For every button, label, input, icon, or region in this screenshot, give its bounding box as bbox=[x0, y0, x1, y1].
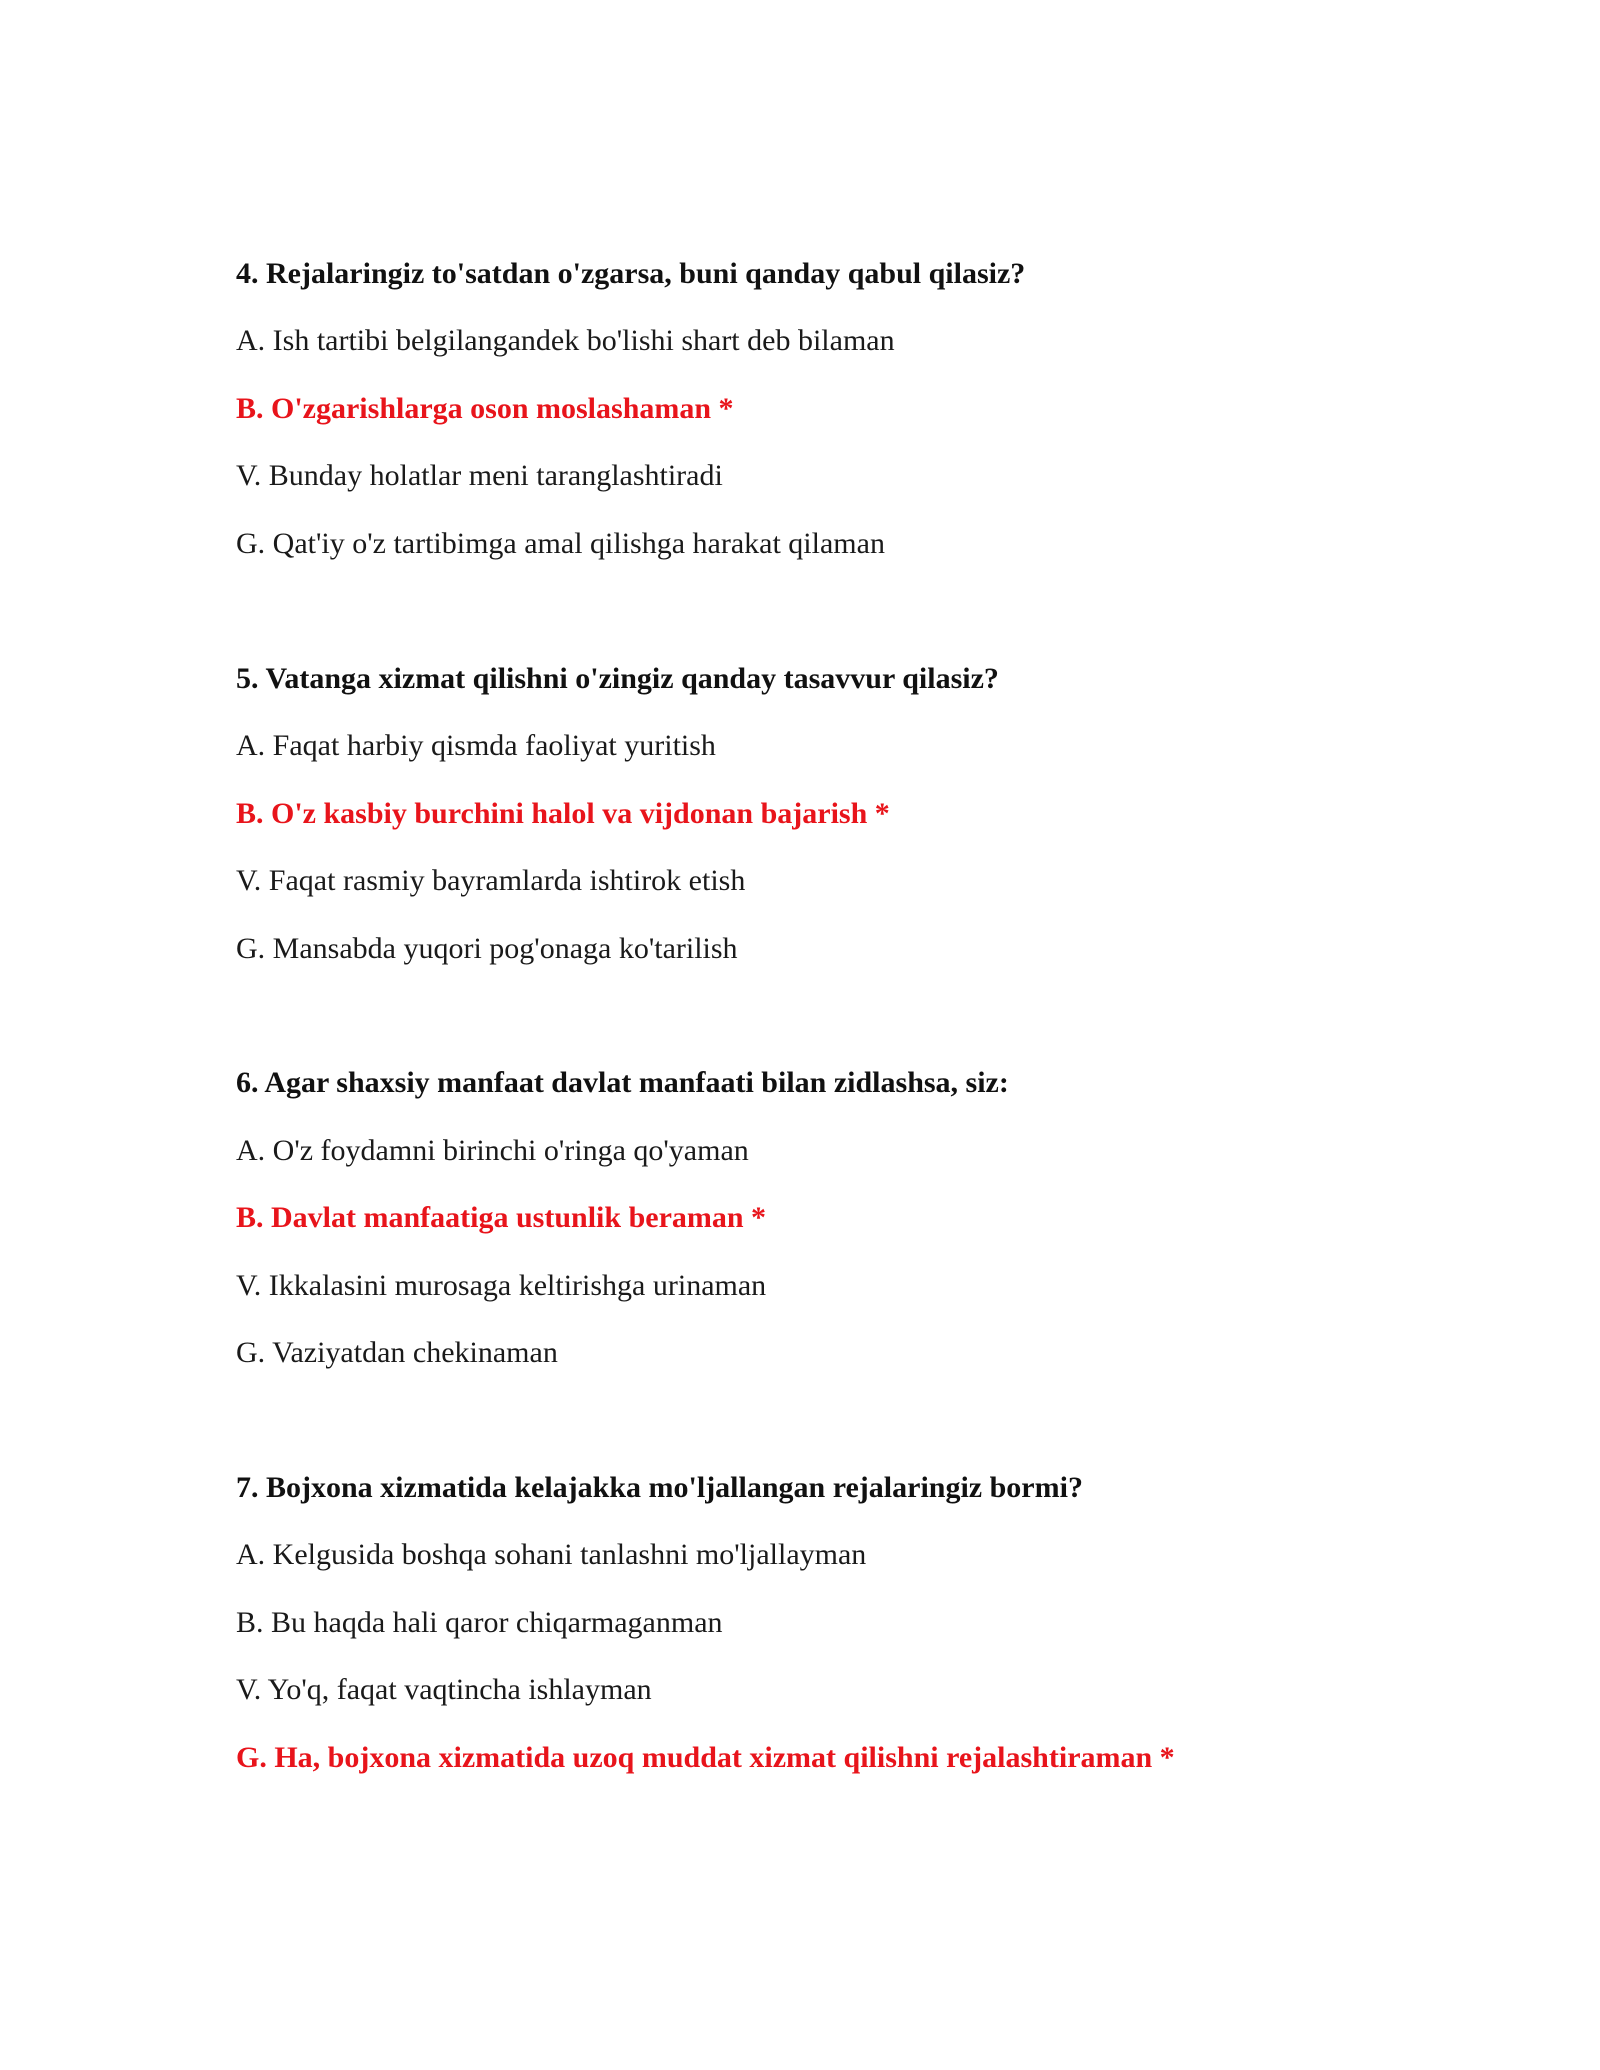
answer-option: A. O'z foydamni birinchi o'ringa qo'yaman bbox=[236, 1134, 749, 1167]
correct-answer-option: G. Ha, bojxona xizmatida uzoq muddat xizmat qilishni rejalashtiraman * bbox=[236, 1741, 1175, 1774]
question-title: 6. Agar shaxsiy manfaat davlat manfaati bilan zidlashsa, siz: bbox=[236, 1066, 1009, 1099]
correct-answer-option: B. Davlat manfaatiga ustunlik beraman * bbox=[236, 1201, 767, 1234]
answer-option: V. Faqat rasmiy bayramlarda ishtirok etish bbox=[236, 864, 746, 897]
answer-option: V. Bunday holatlar meni taranglashtiradi bbox=[236, 459, 723, 492]
answer-option: V. Yo'q, faqat vaqtincha ishlayman bbox=[236, 1673, 652, 1706]
question-title: 7. Bojxona xizmatida kelajakka mo'ljallangan rejalaringiz bormi? bbox=[236, 1471, 1083, 1504]
question-title: 4. Rejalaringiz to'satdan o'zgarsa, buni qanday qabul qilasiz? bbox=[236, 257, 1026, 290]
answer-option: A. Ish tartibi belgilangandek bo'lishi shart deb bilaman bbox=[236, 324, 895, 357]
question-title: 5. Vatanga xizmat qilishni o'zingiz qanday tasavvur qilasiz? bbox=[236, 662, 999, 695]
answer-option: V. Ikkalasini murosaga keltirishga urinaman bbox=[236, 1269, 767, 1302]
answer-option: A. Faqat harbiy qismda faoliyat yuritish bbox=[236, 729, 716, 762]
answer-option: G. Mansabda yuqori pog'onaga ko'tarilish bbox=[236, 932, 738, 965]
answer-option: G. Qat'iy o'z tartibimga amal qilishga harakat qilaman bbox=[236, 527, 885, 560]
correct-answer-option: B. O'zgarishlarga oson moslashaman * bbox=[236, 392, 734, 425]
answer-option: A. Kelgusida boshqa sohani tanlashni mo'ljallayman bbox=[236, 1538, 867, 1571]
answer-option: B. Bu haqda hali qaror chiqarmaganman bbox=[236, 1606, 723, 1639]
correct-answer-option: B. O'z kasbiy burchini halol va vijdonan bajarish * bbox=[236, 797, 890, 830]
answer-option: G. Vaziyatdan chekinaman bbox=[236, 1336, 558, 1369]
